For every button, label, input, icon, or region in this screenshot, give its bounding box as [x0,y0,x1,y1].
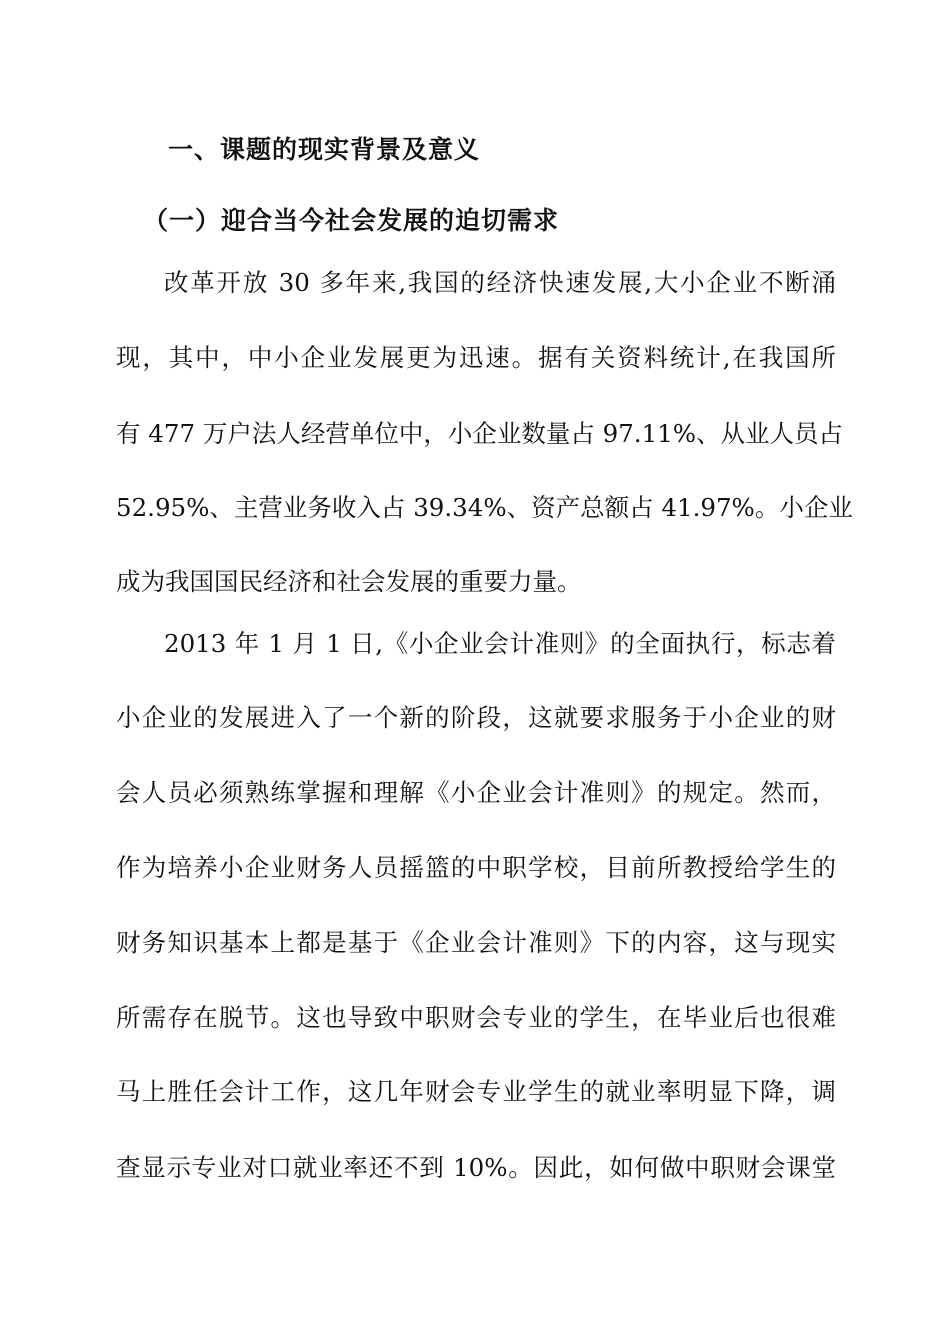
paragraph-line: 小企业的发展进入了一个新的阶段，这就要求服务于小企业的财 [116,703,836,732]
section-heading: 一、课题的现实背景及意义 [168,135,481,164]
paragraph-line: 改革开放 30 多年来,我国的经济快速发展,大小企业不断涌 [164,268,836,297]
paragraph-line: 52.95%、主营业务收入占 39.34%、资产总额占 41.97%。小企业 [116,493,853,522]
subsection-heading: （一）迎合当今社会发展的迫切需求 [143,206,560,235]
paragraph-line: 所需存在脱节。这也导致中职财会专业的学生，在毕业后也很难 [116,1003,836,1032]
paragraph-line: 有 477 万户法人经营单位中，小企业数量占 97.11%、从业人员占 [116,419,844,448]
paragraph-line: 作为培养小企业财务人员摇篮的中职学校，目前所教授给学生的 [116,853,836,882]
paragraph-line: 查显示专业对口就业率还不到 10%。因此，如何做中职财会课堂 [116,1153,836,1182]
paragraph-line: 会人员必须熟练掌握和理解《小企业会计准则》的规定。然而， [116,778,836,807]
paragraph-line: 2013 年 1 月 1 日,《小企业会计准则》的全面执行，标志着 [164,629,836,658]
paragraph-line: 马上胜任会计工作，这几年财会专业学生的就业率明显下降，调 [116,1077,836,1106]
paragraph-line: 成为我国国民经济和社会发展的重要力量。 [116,567,582,596]
paragraph-line: 现，其中，中小企业发展更为迅速。据有关资料统计,在我国所 [116,343,836,372]
paragraph-line: 财务知识基本上都是基于《企业会计准则》下的内容，这与现实 [116,928,836,957]
